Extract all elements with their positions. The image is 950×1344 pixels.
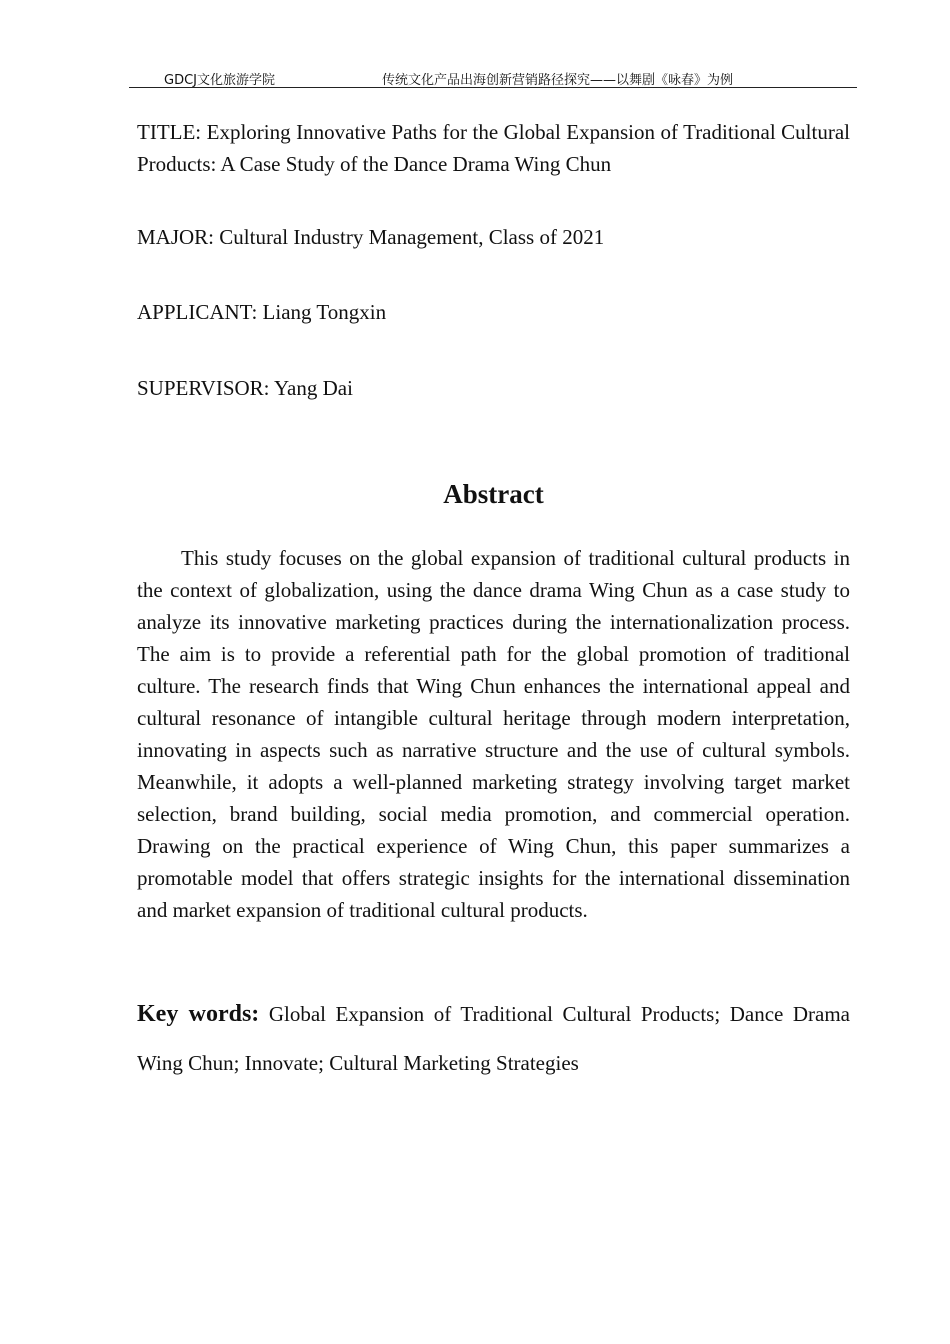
supervisor-line: SUPERVISOR: Yang Dai xyxy=(137,376,353,400)
keywords-label: Key words: xyxy=(137,1001,260,1027)
keywords-paragraph xyxy=(137,990,850,1088)
major-line: MAJOR: Cultural Industry Management, Class of 2021 xyxy=(137,225,605,249)
header-thesis-title: 传统文化产品出海创新营销路径探究——以舞剧《咏春》为例 xyxy=(382,73,734,88)
thesis-title: TITLE: Exploring Innovative Paths for the Global Expansion of Traditional Cultural Products: A Case Study of the Dance Drama Wing Chun xyxy=(137,120,850,176)
abstract-body: This study focuses on the global expansion of traditional cultural products in the context of globalization, using the dance drama Wing Chun as a case study to analyze its innovative marketing practices during the internationalization process. The aim is to provide a referential path for the global promotion of traditional culture. The research finds that Wing Chun enhances the international appeal and cultural resonance of intangible cultural heritage through modern interpretation, innovating in aspects such as narrative structure and the use of cultural symbols. Meanwhile, it adopts a well-planned marketing strategy involving target market selection, brand building, social media promotion, and commercial operation. Drawing on the practical experience of Wing Chun, this paper summarizes a promotable model that offers strategic insights for the international dissemination and market expansion of traditional cultural products. xyxy=(137,546,850,922)
abstract-heading: Abstract xyxy=(443,479,544,509)
applicant-line: APPLICANT: Liang Tongxin xyxy=(137,300,387,324)
running-header xyxy=(129,66,857,88)
header-institution: GDCJ文化旅游学院 xyxy=(164,73,275,88)
keywords-text: Global Expansion of Traditional Cultural Products; Dance Drama Wing Chun; Innovate; Cultural Marketing Strategies xyxy=(137,1002,851,1075)
